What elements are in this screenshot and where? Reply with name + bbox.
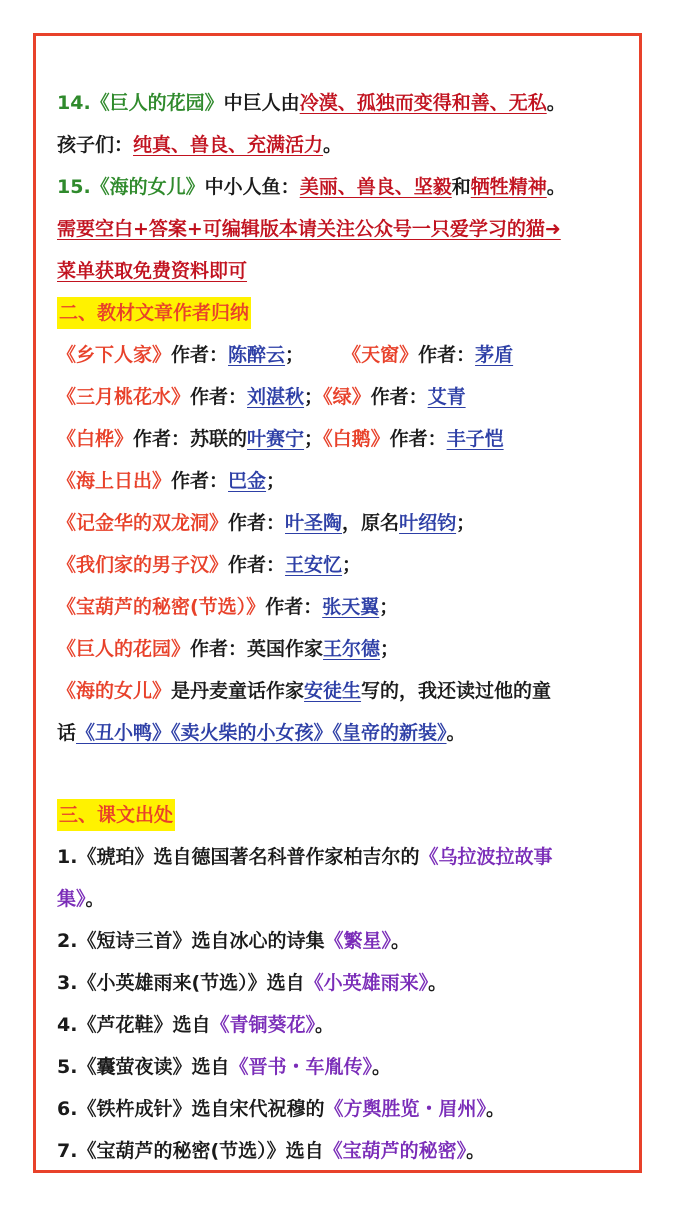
section-2-heading-row <box>57 292 637 334</box>
source-text: 6.《铁杵成针》选自宋代祝穆的 <box>57 1098 325 1120</box>
author-label: 作者： <box>418 344 476 366</box>
author-note-cont: 话 <box>57 722 77 744</box>
item-14 <box>57 82 637 124</box>
other-works: 《丑小鸭》《卖火柴的小女孩》《皇帝的新装》 <box>76 722 447 744</box>
author-label: 作者： <box>228 512 286 534</box>
item-15-answer-1: 美丽、兽良、坚毅 <box>299 176 452 198</box>
author-label: 作者： <box>370 386 428 408</box>
section-2-heading: 二、教材文章作者归纳 <box>57 297 251 329</box>
author-row-6 <box>57 544 637 586</box>
author-row-9 <box>57 670 637 712</box>
author-label: 作者：苏联的 <box>133 428 248 450</box>
author-label: 是丹麦童话作家 <box>171 680 305 702</box>
book-title: 《海的女儿》 <box>57 680 172 702</box>
source-row-3 <box>57 962 637 1004</box>
book-title: 《我们家的男子汉》 <box>57 554 229 576</box>
item-14-text: 中巨人由 <box>223 92 300 114</box>
kids-answer: 纯真、兽良、充满活力 <box>133 134 324 156</box>
source-text: 3.《小英雄雨来(节选）》选自 <box>57 972 305 994</box>
book-title: 《巨人的花园》 <box>57 638 191 660</box>
author-row-3 <box>57 418 637 460</box>
punct: 。 <box>314 1014 334 1036</box>
author-label: 作者： <box>389 428 447 450</box>
punct: ； <box>304 386 324 408</box>
punct: 。 <box>466 1140 486 1162</box>
book-title: 《乡下人家》 <box>57 344 172 366</box>
author-label: 作者： <box>265 596 323 618</box>
book-title: 《绿》 <box>323 386 371 408</box>
author-name: 叶赛宁 <box>247 428 305 450</box>
punct: 。 <box>85 888 105 910</box>
source-book: 《小英雄雨来》 <box>304 972 429 994</box>
promo-text-1: 需要空白+答案+可编辑版本请关注公众号一只爱学习的猫➜ <box>57 218 561 240</box>
source-row-5 <box>57 1046 637 1088</box>
author-name: 巴金 <box>228 470 267 492</box>
book-title: 《天窗》 <box>342 344 419 366</box>
source-book: 《宝葫芦的秘密》 <box>323 1140 467 1162</box>
source-row-4 <box>57 1004 637 1046</box>
source-text: 1.《琥珀》选自德国著名科普作家柏吉尔的 <box>57 846 420 868</box>
author-name: 叶圣陶 <box>285 512 343 534</box>
book-title: 《宝葫芦的秘密(节选）》 <box>57 596 266 618</box>
source-row-7 <box>57 1130 637 1172</box>
punct: ； <box>380 638 400 660</box>
punct: 。 <box>546 176 566 198</box>
author-name: 安徒生 <box>304 680 362 702</box>
punct: 。 <box>546 92 566 114</box>
author-note: 写的，我还读过他的童 <box>361 680 552 702</box>
punct: 。 <box>323 134 343 156</box>
promo-line-1 <box>57 208 637 250</box>
source-row-6 <box>57 1088 637 1130</box>
author-original-name: 叶绍钧 <box>399 512 457 534</box>
punct: ； <box>285 344 305 366</box>
book-title: 《三月桃花水》 <box>57 386 191 408</box>
author-name: 王安忆 <box>285 554 343 576</box>
source-row-1b <box>57 878 637 920</box>
author-name: 丰子恺 <box>446 428 504 450</box>
source-row-2 <box>57 920 637 962</box>
punct: ； <box>342 554 362 576</box>
original-name-label: ，原名 <box>342 512 400 534</box>
author-label: 作者： <box>171 470 229 492</box>
item-15-and: 和 <box>451 176 471 198</box>
item-15-answer-2: 牺牲精神 <box>470 176 547 198</box>
punct: ； <box>379 596 399 618</box>
source-text: 2.《短诗三首》选自冰心的诗集 <box>57 930 325 952</box>
author-name: 张天翼 <box>322 596 380 618</box>
author-label: 作者：英国作家 <box>190 638 324 660</box>
source-book: 《方舆胜览・眉州》 <box>324 1098 486 1120</box>
item-15 <box>57 166 637 208</box>
source-book: 《晋书・车胤传》 <box>229 1056 372 1078</box>
promo-text-2: 菜单获取免费资料即可 <box>57 260 248 282</box>
kids-line <box>57 124 637 166</box>
source-text: 7.《宝葫芦的秘密(节选）》选自 <box>57 1140 324 1162</box>
source-book: 集》 <box>57 888 86 910</box>
source-text: 5.《囊萤夜读》选自 <box>57 1056 230 1078</box>
punct: 。 <box>390 930 410 952</box>
author-row-5 <box>57 502 637 544</box>
author-row-8 <box>57 628 637 670</box>
kids-label: 孩子们： <box>57 134 134 156</box>
item-14-answer: 冷漠、孤独而变得和善、无私 <box>299 92 547 114</box>
source-book: 《乌拉波拉故事 <box>419 846 553 868</box>
book-title: 《白桦》 <box>57 428 134 450</box>
book-title: 《白鹅》 <box>323 428 390 450</box>
promo-line-2 <box>57 250 637 292</box>
item-15-title: 15.《海的女儿》 <box>57 176 205 198</box>
punct: 。 <box>446 722 466 744</box>
punct: ； <box>304 428 324 450</box>
source-row-1 <box>57 836 637 878</box>
section-3-heading-row <box>57 794 637 836</box>
item-15-text: 中小人鱼： <box>204 176 300 198</box>
author-label: 作者： <box>171 344 229 366</box>
document-body <box>57 82 637 1172</box>
author-name: 刘湛秋 <box>247 386 305 408</box>
section-3-heading: 三、课文出处 <box>57 799 175 831</box>
source-book: 《青铜葵花》 <box>210 1014 315 1036</box>
author-label: 作者： <box>228 554 286 576</box>
item-14-title: 14.《巨人的花园》 <box>57 92 224 114</box>
author-row-4 <box>57 460 637 502</box>
punct: ； <box>456 512 476 534</box>
author-name: 陈醉云 <box>228 344 286 366</box>
book-title: 《记金华的双龙洞》 <box>57 512 229 534</box>
punct: 。 <box>485 1098 505 1120</box>
spacer <box>57 754 637 794</box>
author-name: 艾青 <box>427 386 466 408</box>
punct: ； <box>266 470 286 492</box>
author-row-2 <box>57 376 637 418</box>
author-name: 王尔德 <box>323 638 381 660</box>
author-name: 茅盾 <box>475 344 514 366</box>
source-book: 《繁星》 <box>324 930 391 952</box>
punct: 。 <box>428 972 448 994</box>
author-row-10 <box>57 712 637 754</box>
punct: 。 <box>371 1056 391 1078</box>
author-label: 作者： <box>190 386 248 408</box>
source-text: 4.《芦花鞋》选自 <box>57 1014 211 1036</box>
book-title: 《海上日出》 <box>57 470 172 492</box>
author-row-1 <box>57 334 637 376</box>
author-row-7 <box>57 586 637 628</box>
